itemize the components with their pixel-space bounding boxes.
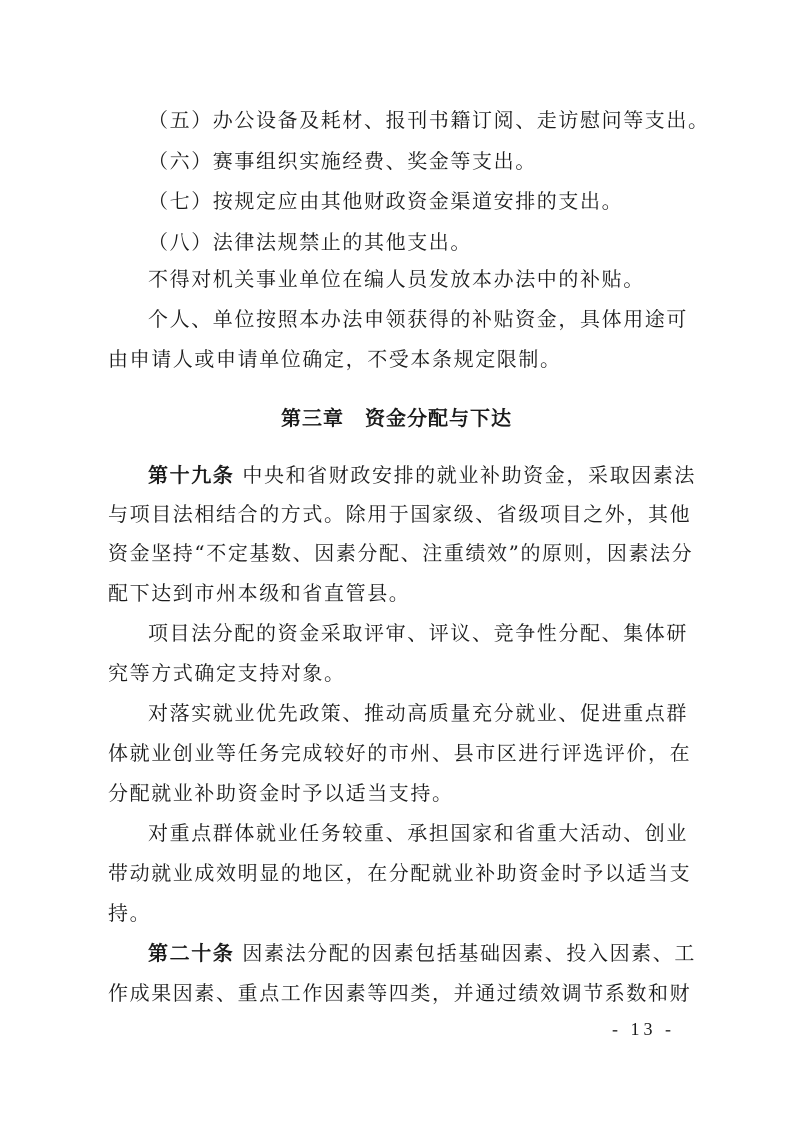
article-20-label: 第二十条: [148, 941, 235, 965]
article-20-line-1: [148, 941, 696, 965]
chapter-heading: 第三章 资金分配与下达: [281, 406, 512, 430]
article-19-text: 中央和省财政安排的就业补助资金，采取因素法: [242, 463, 696, 487]
paragraph-regions-line-3: 持。: [108, 901, 152, 925]
article-19-line-1: [148, 463, 696, 487]
article-20-line-2: 作成果因素、重点工作因素等四类，并通过绩效调节系数和财: [108, 981, 692, 1005]
paragraph-evaluation-line-1: 对落实就业优先政策、推动高质量充分就业、促进重点群: [148, 701, 688, 725]
paragraph-project-line-2: 究等方式确定支持对象。: [108, 661, 346, 685]
paragraph-evaluation-line-3: 分配就业补助资金时予以适当支持。: [108, 781, 454, 805]
list-item-5: （五）办公设备及耗材、报刊书籍订阅、走访慰问等支出。: [148, 108, 710, 132]
paragraph-use-line-2: 由申请人或申请单位确定，不受本条规定限制。: [108, 347, 562, 371]
article-20-text: 因素法分配的因素包括基础因素、投入因素、工: [242, 941, 696, 965]
list-item-7: （七）按规定应由其他财政资金渠道安排的支出。: [148, 189, 624, 213]
article-19-label: 第十九条: [148, 463, 235, 487]
article-19-line-2: 与项目法相结合的方式。除用于国家级、省级项目之外，其他: [108, 502, 692, 526]
paragraph-regions-line-2: 带动就业成效明显的地区，在分配就业补助资金时予以适当支: [108, 861, 692, 885]
paragraph-no-subsidy: 不得对机关事业单位在编人员发放本办法中的补贴。: [148, 267, 645, 291]
page-number: - 13 -: [612, 1019, 675, 1039]
paragraph-project-line-1: 项目法分配的资金采取评审、评议、竞争性分配、集体研: [148, 621, 688, 645]
article-19-line-3: 资金坚持“不定基数、因素分配、注重绩效”的原则，因素法分: [108, 541, 694, 565]
article-19-line-4: 配下达到市州本级和省直管县。: [108, 581, 411, 605]
paragraph-use-line-1: 个人、单位按照本办法申领获得的补贴资金，具体用途可: [148, 307, 688, 331]
paragraph-evaluation-line-2: 体就业创业等任务完成较好的市州、县市区进行评选评价，在: [108, 741, 692, 765]
list-item-8: （八）法律法规禁止的其他支出。: [148, 230, 472, 254]
paragraph-regions-line-1: 对重点群体就业任务较重、承担国家和省重大活动、创业: [148, 821, 688, 845]
list-item-6: （六）赛事组织实施经费、奖金等支出。: [148, 149, 537, 173]
